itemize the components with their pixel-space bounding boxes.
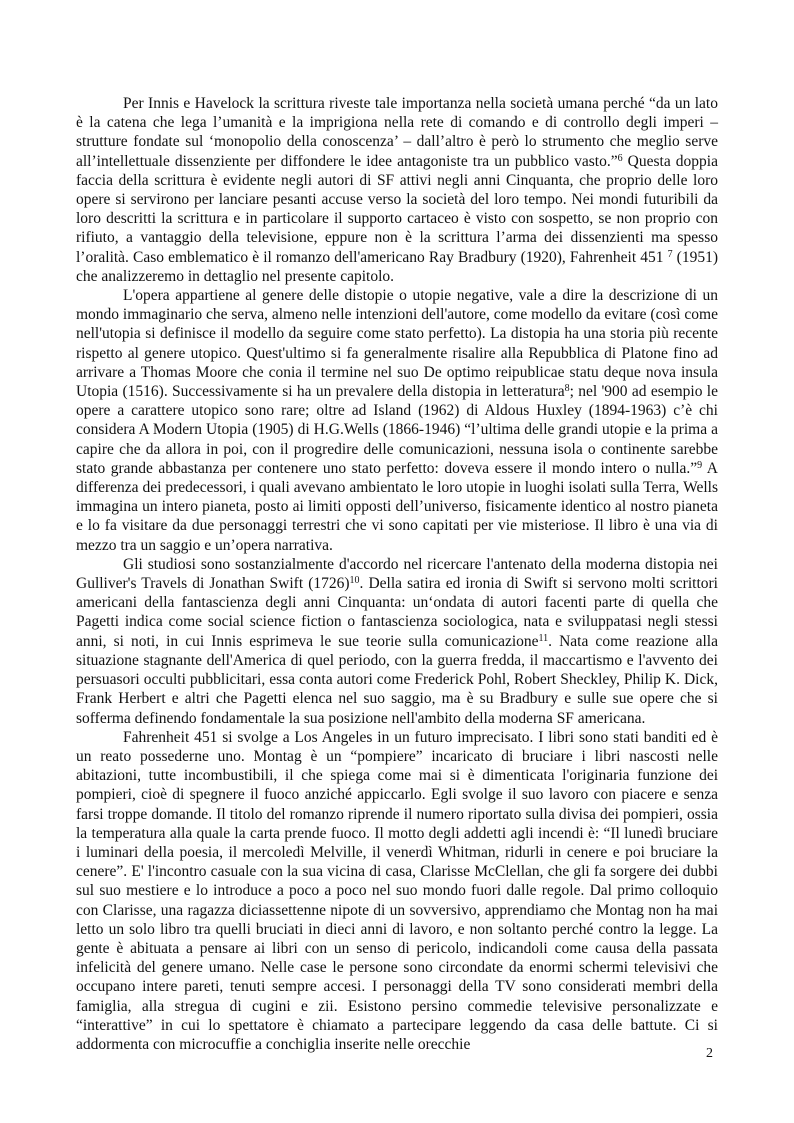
paragraph-text: ; nel '900 ad esempio le opere a carattere utopico sono rare; oltre ad Island (1962) di Aldous Huxley (1894-1963) c’è chi considera A Modern Utopia (1905) di H.G.Wells (1866-1946) “l’ultima delle grandi utopie e la prima a capire che da allora in poi, con il progredire delle comunicazioni, nessuna isola o continente sarebbe stato grande abbastanza per contenere uno stato perfetto: doveva essere il mondo intero o nulla.” bbox=[76, 383, 718, 477]
footnote-ref: 9 bbox=[697, 459, 703, 471]
footnote-ref: 10 bbox=[349, 575, 360, 587]
paragraph-text: L'opera appartiene al genere delle distopie o utopie negative, vale a dire la descrizione di un mondo immaginario che serva, almeno nelle intenzioni dell'autore, come modello da evitare (così come nell'utopia si definisce il modello da seguire come stato perfetto). La distopia ha una storia più recente rispetto al genere utopico. Quest'ultimo si fa generalmente risalire alla Repubblica di Platone fino ad arrivare a Thomas Moore che conia il termine nel suo De optimo reipublicae statu deque nova insula Utopia (1516). Successivamente si ha un prevalere della distopia in letteratura bbox=[76, 287, 718, 401]
paragraph bbox=[76, 555, 718, 728]
paragraph bbox=[76, 728, 718, 1054]
footnote-ref: 7 bbox=[667, 248, 673, 260]
footnote-ref: 8 bbox=[564, 383, 570, 395]
paragraph-text: . Nata come reazione alla situazione stagnante dell'America di quel periodo, con la guerra fredda, il maccartismo e l'avvento dei persuasori occulti pubblicitari, essa conta autori come Frederick Pohl, Robert Sheckley, Philip K. Dick, Frank Herbert e altri che Pagetti elenca nel suo saggio, ma è su Bradbury e sulle sue opere che si sofferma definendo fondamentale la sua posizione nell'ambito della moderna SF americana. bbox=[76, 632, 718, 727]
paragraph-text: Fahrenheit 451 si svolge a Los Angeles in un futuro imprecisato. I libri sono stati banditi ed è un reato possederne uno. Montag è un “pompiere” incaricato di bruciare i libri nascosti nelle abitazioni, tutte incombustibili, il che spiega come mai si è dimenticata l'originaria funzione dei pompieri, cioè di spegnere il fuoco anziché appiccarlo. Egli svolge il suo lavoro con piacere e senza farsi troppe domande. Il titolo del romanzo riprende il numero riportato sulla divisa dei pompieri, ossia la temperatura alla quale la carta prende fuoco. Il motto degli addetti agli incendi è: “Il lunedì bruciare i luminari della poesia, il mercoledì Melville, il venerdì Whitman, ridurli in cenere e poi bruciare la cenere”. E' l'incontro casuale con la sua vicina di casa, Clarisse McClellan, che gli fa sorgere dei dubbi sul suo mestiere e lo introduce a poco a poco nel suo mondo fuori dalle regole. Dal primo colloquio con Clarisse, una ragazza diciassettenne nipote di un sovversivo, apprendiamo che Montag non ha mai letto un solo libro tra quelli bruciati in dieci anni di lavoro, e non soltanto perché contro la legge. La gente è abituata a pensare ai libri con un senso di pericolo, indicandoli come causa della passata infelicità del genere umano. Nelle case le persone sono circondate da enormi schermi televisivi che occupano intere pareti, tenuti sempre accesi. I personaggi della TV sono considerati membri della famiglia, alla stregua di cugini e zii. Esistono persino commedie televisive personalizzate e “interattive” in cui lo spettatore è chiamato a partecipare leggendo da casa delle battute. Ci si addormenta con microcuffie a conchiglia inserite nelle orecchie bbox=[76, 728, 718, 1053]
paragraph-text: . Della satira ed ironia di Swift si servono molti scrittori americani della fantascienza degli anni Cinquanta: un‘ondata di autori facenti parte di quella che Pagetti indica come social science fiction o fantascienza sociologica, nata e sviluppatasi negli stessi anni, si noti, in cui Innis esprimeva le sue teorie sulla comunicazione bbox=[76, 575, 718, 650]
body-text bbox=[76, 94, 718, 1054]
document-page bbox=[76, 94, 718, 1054]
footnote-ref: 11 bbox=[538, 632, 549, 644]
paragraph-text: Per Innis e Havelock la scrittura riveste tale importanza nella società umana perché “da un lato è la catena che lega l’umanità e la imprigiona nella rete di comando e di controllo degli imperi – strutture fondate sul ‘monopolio della conoscenza’ – dall’altro è però lo strumento che meglio serve all’intellettuale dissenziente per diffondere le idee antagoniste tra un pubblico vasto.” bbox=[76, 95, 718, 170]
page-number: 2 bbox=[706, 1046, 713, 1061]
footnote-ref: 6 bbox=[617, 152, 623, 164]
paragraph-text: Gli studiosi sono sostanzialmente d'accordo nel ricercare l'antenato della moderna distopia nei Gulliver's Travels di Jonathan Swift (1726) bbox=[76, 555, 718, 593]
paragraph bbox=[76, 94, 718, 286]
paragraph-text: Questa doppia faccia della scrittura è evidente negli autori di SF attivi negli anni Cinquanta, che proprio delle loro opere si servirono per lanciare pesanti accuse verso la società del loro tempo. Nei mondi futuribili da loro descritti la scrittura e in particolare il supporto cartaceo è visto con sospetto, se non proprio con rifiuto, a vantaggio della televisione, eppure non è la scrittura l’arma dei dissenzienti ma spesso l’oralità. Caso emblematico è il romanzo dell'americano Ray Bradbury (1920), Fahrenheit 451 bbox=[76, 152, 718, 266]
paragraph-text: (1951) che analizzeremo in dettaglio nel presente capitolo. bbox=[76, 248, 718, 285]
paragraph-text: A differenza dei predecessori, i quali avevano ambientato le loro utopie in luoghi isolati sulla Terra, Wells immagina un intero pianeta, posto ai limiti opposti dell’universo, fisicamente identico al nostro pianeta e lo fa visitare da due personaggi terrestri che vi sono capitati per vie misteriose. Il libro è una via di mezzo tra un saggio e un’opera narrativa. bbox=[76, 459, 718, 554]
paragraph bbox=[76, 286, 718, 555]
